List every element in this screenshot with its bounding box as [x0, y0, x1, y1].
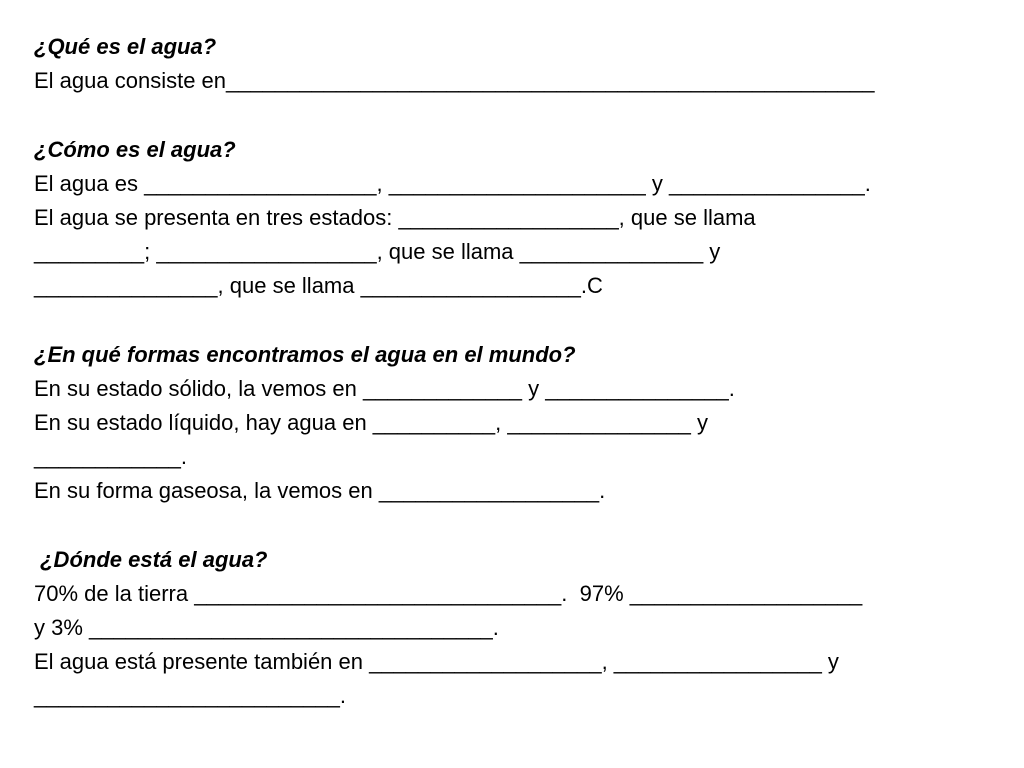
fill-in-line: _________________________.	[34, 683, 346, 708]
section-heading-que-es: ¿Qué es el agua?	[34, 34, 217, 59]
fill-in-line: El agua consiste en_____________________________________________________	[34, 68, 875, 93]
fill-in-line: _________; __________________, que se llama _______________ y	[34, 239, 721, 264]
fill-in-line: _______________, que se llama __________________.C	[34, 273, 603, 298]
section-heading-formas: ¿En qué formas encontramos el agua en el mundo?	[34, 342, 576, 367]
fill-in-line: ____________.	[34, 444, 187, 469]
fill-in-line: En su forma gaseosa, la vemos en __________________.	[34, 478, 606, 503]
fill-in-line: 70% de la tierra ______________________________. 97% ___________________	[34, 581, 863, 606]
fill-in-line: En su estado sólido, la vemos en _____________ y _______________.	[34, 376, 735, 401]
section-heading-como-es: ¿Cómo es el agua?	[34, 137, 236, 162]
fill-in-line: El agua se presenta en tres estados: __________________, que se llama	[34, 205, 756, 230]
fill-in-line: y 3% _________________________________.	[34, 615, 499, 640]
fill-in-line: El agua es ___________________, _____________________ y ________________.	[34, 171, 871, 196]
fill-in-line: En su estado líquido, hay agua en __________, _______________ y	[34, 410, 709, 435]
fill-in-line: El agua está presente también en ___________________, _________________ y	[34, 649, 839, 674]
section-heading-donde-esta: ¿Dónde está el agua?	[34, 547, 268, 572]
